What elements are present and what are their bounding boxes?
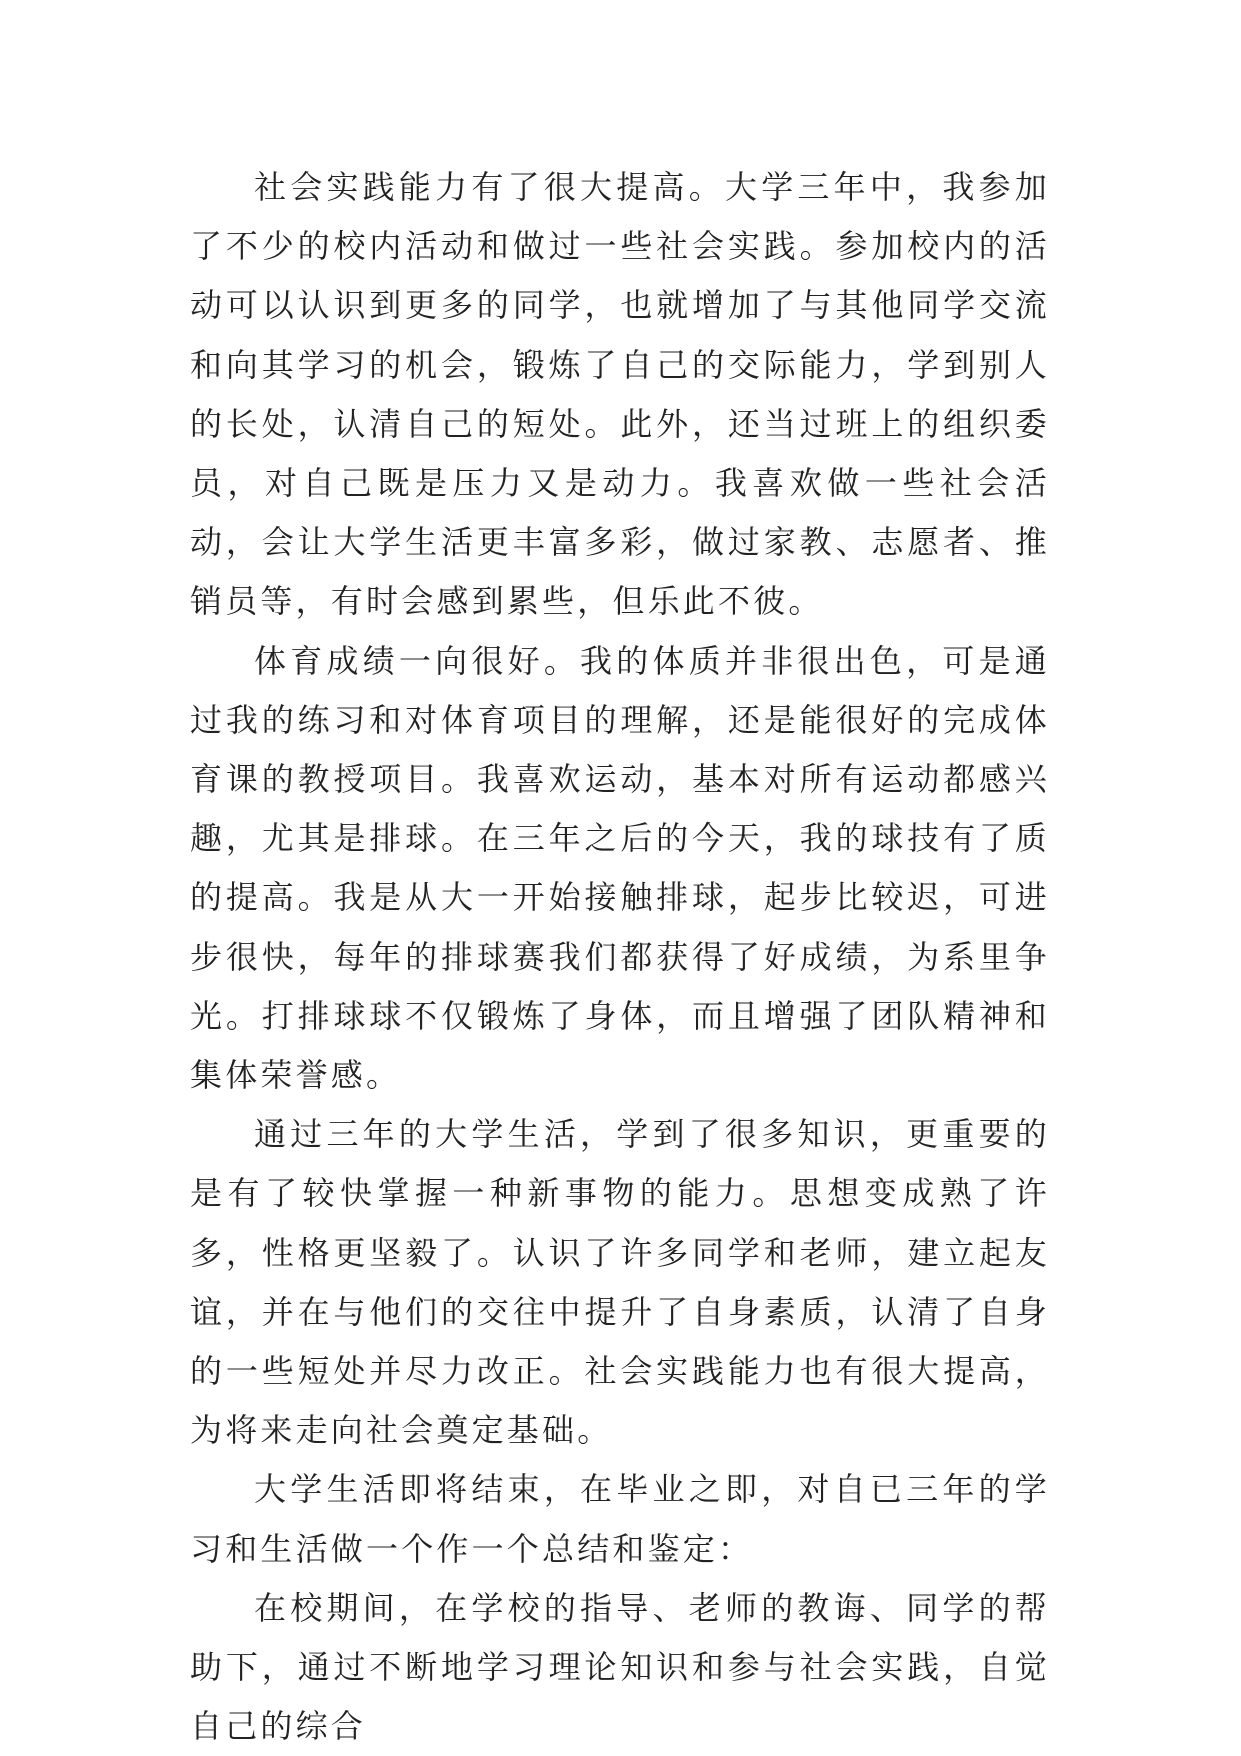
paragraph-sports: 体育成绩一向很好。我的体质并非很出色，可是通过我的练习和对体育项目的理解，还是能很好的完成体育课的教授项目。我喜欢运动，基本对所有运动都感兴趣，尤其是排球。在三年之后的今天，我的球技有了质的提高。我是从大一开始接触排球，起步比较迟，可进步很快，每年的排球赛我们都获得了好成绩，为系里争光。打排球球不仅锻炼了身体，而且增强了团队精神和集体荣誉感。 [190, 641, 1050, 1095]
paragraph-three-years: 通过三年的大学生活，学到了很多知识，更重要的是有了较快掌握一种新事物的能力。思想变成熟了许多，性格更坚毅了。认识了许多同学和老师，建立起友谊，并在与他们的交往中提升了自身素质，认清了自身的一些短处并尽力改正。社会实践能力也有很大提高，为将来走向社会奠定基础。 [190, 1115, 1050, 1450]
paragraph-school-period: 在校期间，在学校的指导、老师的教诲、同学的帮助下，通过不断地学习理论知识和参与社会实践，自觉自己的综合 [190, 1588, 1050, 1746]
paragraph-social-practice: 社会实践能力有了很大提高。大学三年中，我参加了不少的校内活动和做过一些社会实践。参加校内的活动可以认识到更多的同学，也就增加了与其他同学交流和向其学习的机会，锻炼了自己的交际能力，学到别人的长处，认清自己的短处。此外，还当过班上的组织委员，对自己既是压力又是动力。我喜欢做一些社会活动，会让大学生活更丰富多彩，做过家教、志愿者、推销员等，有时会感到累些，但乐此不彼。 [190, 168, 1050, 621]
paragraph-graduation: 大学生活即将结束，在毕业之即，对自已三年的学习和生活做一个作一个总结和鉴定： [190, 1470, 1050, 1568]
document-body [190, 158, 1050, 1756]
